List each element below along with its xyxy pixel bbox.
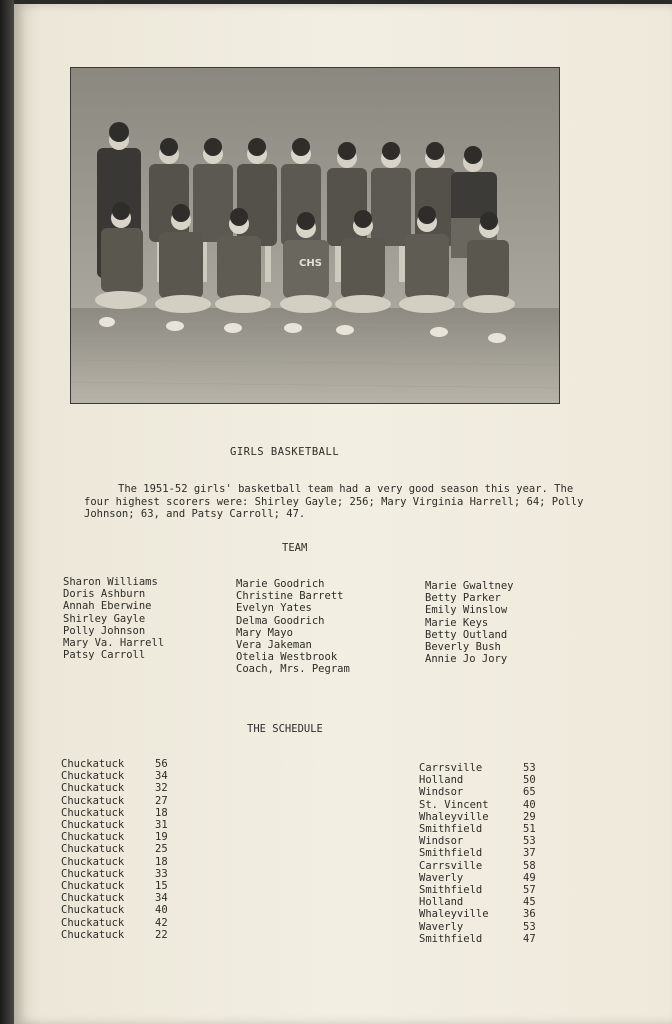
schedule-row [419,762,536,774]
home-team: Chuckatuck [61,843,125,856]
player-name: Evelyn Yates [236,602,312,615]
home-team: Chuckatuck [61,867,125,880]
schedule-row [61,770,168,782]
home-team: Chuckatuck [61,758,125,770]
opponent-score: 47 [523,932,536,945]
player-name: Christine Barrett [236,590,344,603]
book-spine [0,0,14,1024]
opponent-score: 37 [523,847,536,860]
player-name: Doris Ashburn [63,588,146,601]
home-team: Chuckatuck [61,819,125,832]
home-score: 34 [155,892,168,905]
schedule-row [419,799,536,811]
schedule-row [419,774,536,786]
opponent-team: Waverly [419,871,464,884]
player-name: Marie Goodrich [236,578,325,590]
home-team: Chuckatuck [61,855,125,868]
opponent-score: 58 [523,859,536,872]
home-team: Chuckatuck [61,880,125,893]
home-score: 40 [155,904,168,917]
season-summary: The 1951-52 girls' basketball team had a very good season this year. The four highest scorers were: Shirley Gayle; 256; Mary Virginia Harrell; 64; Polly Johnson; 63, and Patsy Carroll; 47. [84,483,584,520]
team-roster-column-2 [236,578,350,676]
schedule-row [419,835,536,847]
schedule-row [419,884,536,896]
home-score: 15 [155,880,168,893]
player-name: Mary Mayo [236,626,293,639]
opponent-team: Waverly [419,920,464,933]
schedule-row [61,880,168,892]
svg-text:CHS: CHS [299,258,322,269]
opponent-score: 40 [523,798,536,811]
home-score: 34 [155,770,168,783]
coach-name: Coach, Mrs. Pegram [236,663,350,676]
opponent-score: 50 [523,774,536,787]
player-name: Annie Jo Jory [425,653,508,666]
schedule-row [61,819,168,831]
home-team: Chuckatuck [61,782,125,795]
schedule-row [419,933,536,945]
opponent-team: Carrsville [419,762,483,774]
opponent-score: 53 [523,762,536,774]
home-team: Chuckatuck [61,770,125,783]
opponent-team: Smithfield [419,823,483,836]
schedule-row [419,811,536,823]
home-score: 33 [155,867,168,880]
opponent-score: 45 [523,896,536,909]
schedule-row [61,904,168,916]
schedule-row [61,892,168,904]
opponent-score: 53 [523,920,536,933]
opponent-team: Whaleyville [419,810,489,823]
home-team: Chuckatuck [61,916,125,929]
home-team: Chuckatuck [61,904,125,917]
home-score: 27 [155,794,168,807]
home-team: Chuckatuck [61,831,125,844]
home-score: 32 [155,782,168,795]
schedule-row [61,868,168,880]
page-title: GIRLS BASKETBALL [230,446,340,458]
opponent-score: 57 [523,884,536,897]
schedule-opponent-scores [419,762,536,945]
schedule-row [61,917,168,929]
schedule-row [419,823,536,835]
team-heading: TEAM [282,542,308,554]
opponent-team: Smithfield [419,884,483,897]
opponent-score: 49 [523,871,536,884]
home-score: 18 [155,806,168,819]
schedule-home-scores [61,758,168,941]
player-name: Sharon Williams [63,576,158,588]
player-name: Mary Va. Harrell [63,637,165,650]
player-name: Betty Outland [425,628,508,641]
schedule-row [419,921,536,933]
team-photo [70,67,560,404]
schedule-row [61,807,168,819]
team-roster-column-1 [63,576,164,661]
schedule-row [61,758,168,770]
home-score: 22 [155,928,168,941]
home-team: Chuckatuck [61,794,125,807]
home-score: 31 [155,819,168,832]
opponent-team: Windsor [419,786,464,799]
schedule-row [419,786,536,798]
opponent-team: Holland [419,774,464,787]
player-name: Marie Gwaltney [425,580,514,592]
opponent-score: 53 [523,835,536,848]
opponent-team: Windsor [419,835,464,848]
schedule-row [419,860,536,872]
player-name: Patsy Carroll [63,649,146,662]
opponent-team: St. Vincent [419,798,489,811]
schedule-row [419,896,536,908]
home-score: 18 [155,855,168,868]
player-name: Annah Eberwine [63,600,152,613]
home-score: 19 [155,831,168,844]
opponent-team: Smithfield [419,847,483,860]
player-name: Otelia Westbrook [236,651,338,664]
opponent-team: Carrsville [419,859,483,872]
team-roster-column-3 [425,580,514,665]
opponent-score: 65 [523,786,536,799]
opponent-score: 36 [523,908,536,921]
player-name: Beverly Bush [425,641,501,654]
home-team: Chuckatuck [61,806,125,819]
home-score: 56 [155,758,168,770]
opponent-score: 29 [523,810,536,823]
player-name: Delma Goodrich [236,614,325,627]
schedule-row [61,929,168,941]
schedule-heading: THE SCHEDULE [247,723,323,735]
schedule-row [61,795,168,807]
player-name: Vera Jakeman [236,639,312,652]
opponent-team: Whaleyville [419,908,489,921]
player-name: Shirley Gayle [63,612,146,625]
schedule-row [61,856,168,868]
schedule-row [61,843,168,855]
player-name: Polly Johnson [63,624,146,637]
player-name: Emily Winslow [425,604,508,617]
home-team: Chuckatuck [61,892,125,905]
schedule-row [419,872,536,884]
opponent-score: 51 [523,823,536,836]
home-team: Chuckatuck [61,928,125,941]
schedule-row [419,847,536,859]
home-score: 25 [155,843,168,856]
player-name: Marie Keys [425,616,489,629]
opponent-team: Holland [419,896,464,909]
schedule-row [61,782,168,794]
home-score: 42 [155,916,168,929]
player-name: Betty Parker [425,592,501,605]
schedule-row [419,908,536,920]
schedule-row [61,831,168,843]
opponent-team: Smithfield [419,932,483,945]
